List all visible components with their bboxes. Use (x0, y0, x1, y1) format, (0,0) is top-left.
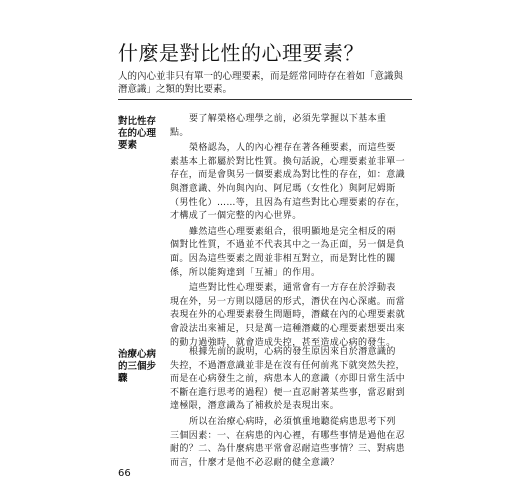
intro-line: 潛意識」之類的對比要素。 (118, 84, 233, 95)
text-line: 而是在心病發生之前，病患本人的意識（亦即日常生活中 (170, 374, 406, 385)
text-line: 所以在治療心病時，必須慎重地聽從病患思考下列 (189, 416, 396, 427)
text-line: 個對比性質，不過並不代表其中之一為正面，另一個是負 (170, 240, 406, 251)
paragraph (170, 416, 418, 470)
text-line: 而言，什麼才是他不必忍耐的健全意識？ (170, 457, 340, 468)
text-line: 雖然這些心理要素組合，很明顯地是完全相反的兩 (189, 226, 396, 237)
text-line: 存在，而是會與另一個要素成為對比性的存在，如：意識 (170, 170, 406, 181)
intro-text (118, 70, 408, 96)
section-body-contrast-elements (170, 113, 418, 352)
paragraph (170, 142, 418, 224)
text-line: 失控，不過潛意識並非是在沒有任何前兆下就突然失控， (170, 360, 406, 371)
text-line: 會設法出來補足，只是萬一這種潛藏的心理要素想要出來 (170, 323, 406, 334)
paragraph (170, 226, 418, 280)
text-line: 三個因素：一、在病患的內心裡，有哪些事情是過他在忍 (170, 430, 406, 441)
section-body-three-steps (170, 346, 418, 472)
text-line: 素基本上都屬於對比性質。換句話說，心理要素並非單一 (170, 156, 406, 167)
text-line: （男性化）……等，且因為有這些對比心理要素的存在， (170, 197, 406, 208)
text-line: 才構成了一個完整的內心世界。 (170, 211, 302, 222)
text-line: 耐的？二、為什麼病患平常會忍耐這些事情？三、對病患 (170, 444, 406, 455)
text-line: 係，所以能夠達到「互補」的作用。 (170, 267, 321, 278)
text-line: 表現在外的心理要素發生問題時，潛藏在內的心理要素就 (170, 310, 406, 321)
divider (118, 99, 412, 100)
text-line: 面。因為這些要素之間並非相互對立，而是對比性的關 (170, 253, 396, 264)
text-line: 現在外，另一方則以隱居的形式，潛伏在內心深處。而當 (170, 296, 406, 307)
text-line: 要了解榮格心理學之前，必須先掌握以下基本重 (189, 114, 387, 124)
paragraph (170, 346, 418, 414)
text-line: 點。 (170, 127, 189, 138)
text-line: 與潛意識、外向與內向、阿尼瑪（女性化）與阿尼姆斯 (170, 183, 396, 194)
text-line: 根據先前的說明，心病的發生原因來自於潛意識的 (189, 347, 396, 357)
text-line: 不斷在進行思考的過程）便一直忍耐著某些事，當忍耐到 (170, 387, 406, 398)
paragraph (170, 282, 418, 350)
page-title: 什麼是對比性的心理要素？ (118, 41, 364, 65)
paragraph (170, 113, 418, 140)
section-heading-contrast-elements: 對比性存 在的心理 要素 (118, 116, 157, 151)
section-heading-three-steps: 治療心病 的三個步 驟 (118, 349, 157, 384)
text-line: 達極限，潛意識為了補救於是表現出來。 (170, 401, 340, 412)
text-line: 榮格認為，人的內心裡存在著各種要素，而這些要 (189, 143, 396, 154)
text-line: 的動力過強時，就會造成失控，甚至造成心病的發生。 (170, 337, 396, 348)
text-line: 這些對比性心理要素，通常會有一方存在於浮動表 (189, 283, 396, 294)
page-number: 66 (118, 468, 131, 479)
intro-line: 人的內心並非只有單一的心理要素，而是經常同時存在着如「意識與 (118, 71, 404, 82)
